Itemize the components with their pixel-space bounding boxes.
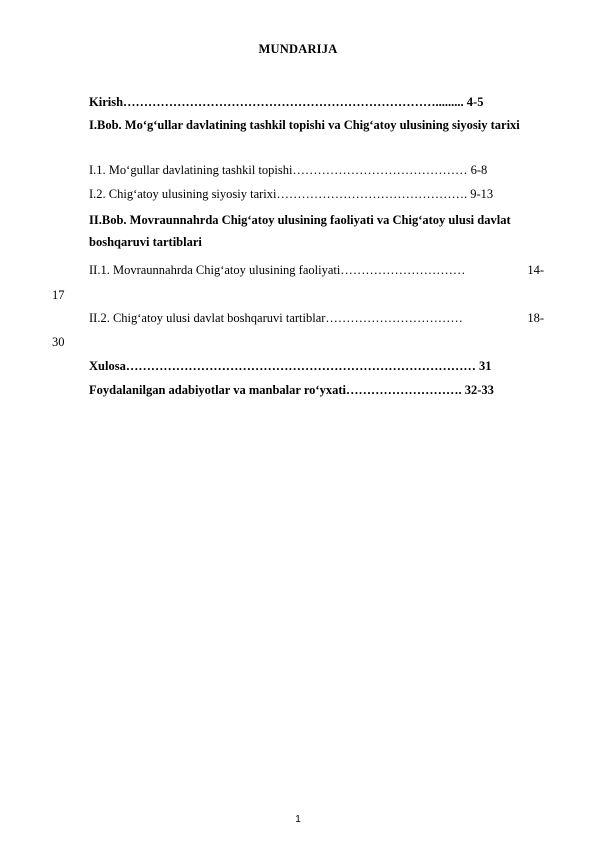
toc-entry-page-continuation: 30: [52, 335, 65, 349]
page-number: 1: [295, 814, 301, 825]
toc-entry-chapter-1[interactable]: I.Bob. Mo‘g‘ullar davlatining tashkil topishi va Chig‘atoy ulusining siyosiy tarixi: [89, 118, 520, 132]
toc-entry-references[interactable]: Foydalanilgan adabiyotlar va manbalar ro‘yxati………………………. 32-33: [89, 383, 494, 397]
toc-entry-page-continuation: 17: [52, 288, 65, 302]
page-title: MUNDARIJA: [258, 42, 338, 56]
toc-entry-kirish[interactable]: Kirish…………………………………………………………………......... 4-5: [89, 95, 484, 109]
toc-entry-section-1-2[interactable]: I.2. Chig‘atoy ulusining siyosiy tarixi………………………………………. 9-13: [89, 187, 494, 201]
toc-entry-section-1-1[interactable]: I.1. Mo‘gullar davlatining tashkil topishi…………………………………… 6-8: [89, 163, 488, 177]
toc-entry-chapter-2[interactable]: II.Bob. Movraunnahrda Chig‘atoy ulusining faoliyati va Chig‘atoy ulusi davlat boshqaruvi tartiblari: [89, 213, 511, 249]
toc-entry-page: 18-: [527, 311, 544, 325]
toc-entry-xulosa[interactable]: Xulosa………………………………………………………………………… 31: [89, 359, 492, 373]
toc-entry-section-2-2[interactable]: [89, 310, 544, 326]
toc-entry-text: II.1. Movraunnahrda Chig‘atoy ulusining faoliyati…………………………: [89, 263, 466, 277]
toc-entry-section-2-1[interactable]: [89, 262, 544, 278]
toc-entry-page: 14-: [527, 263, 544, 277]
toc-entry-text: II.2. Chig‘atoy ulusi davlat boshqaruvi tartiblar……………………………: [89, 311, 463, 325]
